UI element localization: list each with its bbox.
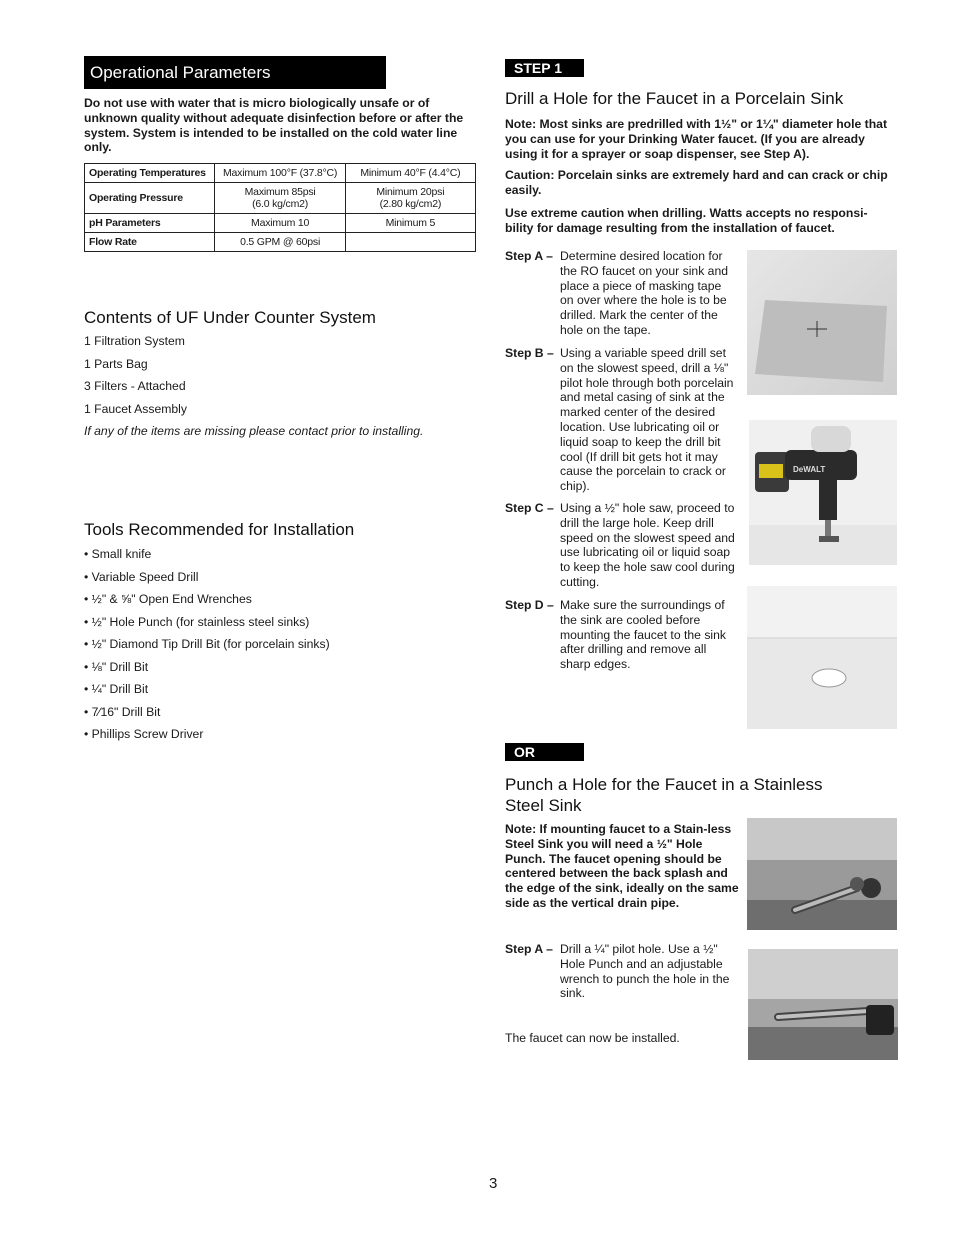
param-label: Operating Temperatures [85,164,215,183]
list-item: • Phillips Screw Driver [84,727,204,741]
step-c-text: Using a ½" hole saw, proceed to drill the large hole. Keep drill speed on the slowest speed and use lubricating oil or liquid soap to keep the hole saw cool during cutting. [560,501,735,589]
param-min [345,183,475,214]
drilled-hole-photo [747,586,897,729]
punch-heading [505,774,823,816]
param-max-line2: (6.0 kg/cm2) [252,198,309,210]
param-min [345,233,475,252]
wrench-photo [747,818,897,930]
masking-tape-photo [747,250,897,395]
step-b-label: Step B – [505,346,554,360]
missing-items-note: If any of the items are missing please contact prior to installing. [84,424,424,438]
punch-heading-line2: Steel Sink [505,796,582,815]
caution-note: Caution: Porcelain sinks are extremely hard and can crack or chip easily. [505,168,888,197]
list-item: • ½" Hole Punch (for stainless steel sinks) [84,615,310,629]
list-item: 3 Filters - Attached [84,379,186,393]
table-row [85,164,476,183]
drill-heading: Drill a Hole for the Faucet in a Porcelain Sink [505,89,844,108]
table-row [85,214,476,233]
param-max [215,183,345,214]
extreme-caution-note: Use extreme caution when drilling. Watts accepts no responsi-bility for damage resulting from the installation of faucet. [505,206,868,235]
list-item: 1 Filtration System [84,334,185,348]
predrilled-note: Note: Most sinks are predrilled with 1½" or 1¼" diameter hole that you can use for your Drinking Water faucet. (If you are already using it for a sprayer or soap dispenser, see Step A). [505,117,888,161]
hole-punch-photo [748,949,898,1060]
punch-step-a-label: Step A – [505,942,553,956]
page-number: 3 [489,1175,498,1192]
step-d-label: Step D – [505,598,554,612]
list-item: • Variable Speed Drill [84,570,199,584]
drill-brand: DeWALT [793,465,826,474]
operational-parameters-title: Operational Parameters [84,56,386,89]
list-item: • Small knife [84,547,152,561]
step-d-text: Make sure the surroundings of the sink are cooled before mounting the faucet to the sink after drilling and remove all sharp edges. [560,598,726,672]
param-min: Minimum 40°F (4.4°C) [345,164,475,183]
contents-heading: Contents of UF Under Counter System [84,308,376,327]
param-min: Minimum 5 [345,214,475,233]
step-1-tab: STEP 1 [505,59,584,77]
param-label: Flow Rate [85,233,215,252]
param-max: 0.5 GPM @ 60psi [215,233,345,252]
param-max-line1: Maximum 85psi [244,186,316,198]
param-label: Operating Pressure [85,183,215,214]
param-min-line2: (2.80 kg/cm2) [379,198,442,210]
param-label: pH Parameters [85,214,215,233]
param-max: Maximum 100°F (37.8°C) [215,164,345,183]
faucet-ready-text: The faucet can now be installed. [505,1031,680,1045]
table-row [85,183,476,214]
list-item: • ½" Diamond Tip Drill Bit (for porcelain sinks) [84,637,330,651]
list-item: 1 Parts Bag [84,357,148,371]
param-min-line1: Minimum 20psi [376,186,445,198]
punch-step-a-text: Drill a ¼" pilot hole. Use a ½" Hole Punch and an adjustable wrench to punch the hole in the sink. [560,942,730,1001]
list-item: • 7⁄16" Drill Bit [84,705,161,719]
tools-heading: Tools Recommended for Installation [84,520,355,539]
step-b-text: Using a variable speed drill set on the slowest speed, drill a ⅛" pilot hole through both porcelain and metal casing of sink at the marked center of the desired location. Use lubricating oil or liquid soap to keep the drill bit cool (If drill bit gets hot it may cause the porcelain to crack or chip). [560,346,734,494]
list-item: 1 Faucet Assembly [84,402,187,416]
step-a-text: Determine desired location for the RO faucet on your sink and place a piece of masking tape on over where the hole is to be drilled. Mark the center of the hole on the tape. [560,249,729,337]
or-tab: OR [505,743,584,761]
list-item: • ½" & ⅝" Open End Wrenches [84,592,252,606]
table-row [85,233,476,252]
list-item: • ⅛" Drill Bit [84,660,149,674]
water-warning: Do not use with water that is micro biologically unsafe or of unknown quality without adequate disinfection before or after the system. System is intended to be installed on the cold water line only. [84,96,464,155]
punch-heading-line1: Punch a Hole for the Faucet in a Stainless [505,775,823,794]
step-c-label: Step C – [505,501,554,515]
step-a-label: Step A – [505,249,553,263]
hole-punch-note: Note: If mounting faucet to a Stain-less Steel Sink you will need a ½" Hole Punch. The faucet opening should be centered between the back splash and the edge of the sink, ideally on the same side as the vertical drain pipe. [505,822,739,910]
list-item: • ¼" Drill Bit [84,682,149,696]
parameters-table [84,163,476,252]
param-max: Maximum 10 [215,214,345,233]
drill-photo [749,420,897,565]
